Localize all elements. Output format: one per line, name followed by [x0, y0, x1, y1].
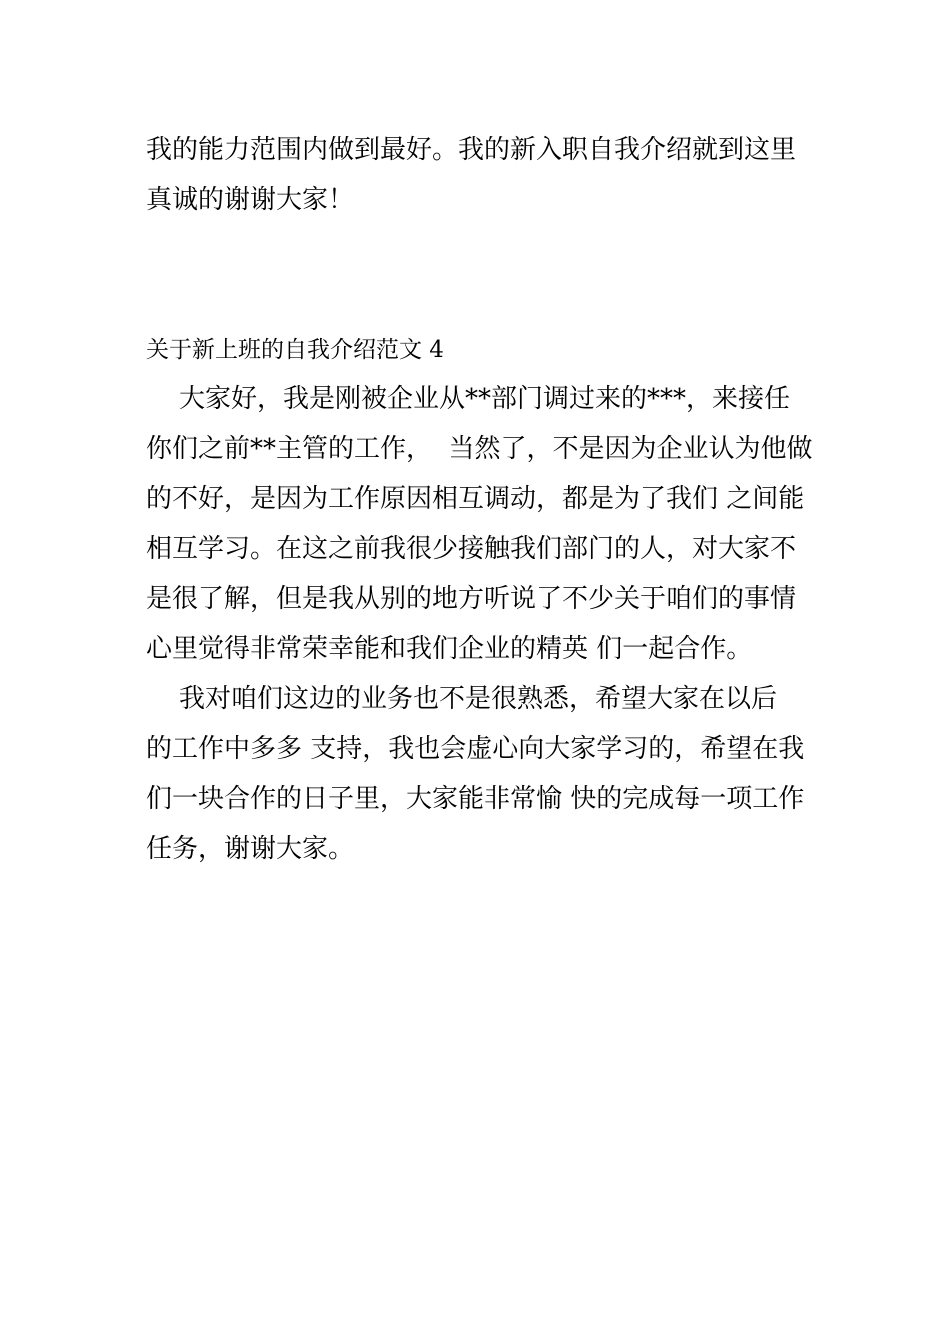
text-line: 大家好，我是刚被企业从**部门调过来的***，来接任 [146, 384, 791, 414]
text-line: 相互学习。在这之前我很少接触我们部门的人，对大家不 [146, 534, 797, 564]
text-line: 真诚的谢谢大家！ [146, 185, 355, 215]
text-line: 的工作中多多 支持，我也会虚心向大家学习的，希望在我 [146, 734, 805, 764]
section-title: 关于新上班的自我介绍范文 4 [146, 337, 444, 363]
text-line: 我对咱们这边的业务也不是很熟悉，希望大家在以后 [146, 684, 778, 714]
text-line: 我的能力范围内做到最好。我的新入职自我介绍就到这里 [146, 135, 797, 165]
text-line: 你们之前**主管的工作， 当然了，不是因为企业认为他做 [146, 434, 813, 464]
text-line: 的不好，是因为工作原因相互调动，都是为了我们 之间能 [146, 484, 805, 514]
text-line: 们一块合作的日子里，大家能非常愉 快的完成每一项工作 [146, 784, 805, 814]
text-line: 心里觉得非常荣幸能和我们企业的精英 们一起合作。 [146, 634, 753, 664]
text-line: 是很了解，但是我从别的地方听说了不少关于咱们的事情 [146, 584, 797, 614]
text-line: 任务，谢谢大家。 [146, 834, 355, 864]
